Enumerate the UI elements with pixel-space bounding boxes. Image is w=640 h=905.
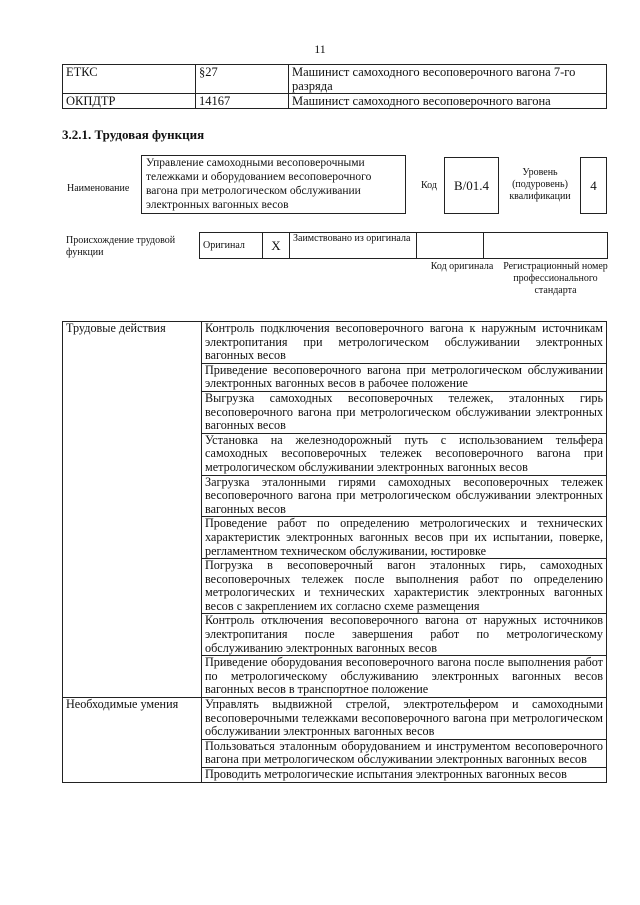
code-orig-label: Код оригинала [430, 261, 494, 272]
function-name: Управление самоходными весоповерочными тележками и оборудованием весоповерочного вагона при метрологическом обслуживании электронных вагонных весов [141, 155, 406, 214]
name-label: Наименование [67, 183, 130, 194]
function-code: B/01.4 [444, 157, 499, 214]
table-row [200, 233, 608, 259]
table-row [63, 698, 607, 740]
level-label: Уровень (подуровень) квалификации [509, 167, 571, 202]
code-orig-cell [417, 233, 484, 259]
reg-number-label: Регистрационный номер профессионального стандарта [503, 261, 608, 296]
list-item: Управлять выдвижной стрелой, электротельфером и самоходными весоповерочными тележками весоповерочного вагона при метрологическом обслуживании электронных вагонных весов [202, 698, 607, 740]
section-title: 3.2.1. Трудовая функция [62, 127, 205, 142]
classification-table [62, 64, 607, 109]
borrowed-label: Заимствовано из оригинала [290, 233, 417, 259]
list-item: Проводить метрологические испытания электронных вагонных весов [202, 768, 607, 783]
origin-label: Происхождение трудовой функции [66, 235, 176, 258]
list-item: Контроль подключения весоповерочного вагона к наружным источникам электропитания при метрологическом обслуживании электронных вагонных весов [202, 322, 607, 364]
classifier-number: §27 [196, 65, 289, 94]
list-item: Загрузка эталонными гирями самоходных весоповерочных тележек весоповерочного вагона при метрологическом обслуживании электронных вагонных весов [202, 475, 607, 517]
labor-function-table [62, 321, 607, 783]
reg-number-cell [484, 233, 608, 259]
list-item: Контроль отключения весоповерочного вагона от наружных источников электропитания после завершения работ по метрологическому обслуживанию электронных вагонных весов [202, 614, 607, 656]
section-heading: Необходимые умения [63, 698, 202, 783]
classifier-title: Машинист самоходного весоповерочного вагона [289, 94, 607, 109]
list-item: Пользоваться эталонным оборудованием и инструментом весоповерочного вагона при метрологическом обслуживании электронных вагонных весов [202, 739, 607, 767]
list-item: Приведение весоповерочного вагона при метрологическом обслуживании электронных вагонных весов в рабочее положение [202, 363, 607, 391]
list-item: Проведение работ по определению метрологических и технических характеристик электронных вагонных весов при их испытании, поверке, регламентном техническом обслуживании, юстировке [202, 517, 607, 559]
table-row [63, 94, 607, 109]
list-item: Выгрузка самоходных весоповерочных тележек, эталонных гирь весоповерочного вагона при метрологическом обслуживании электронных вагонных весов [202, 391, 607, 433]
table-row [63, 65, 607, 94]
list-item: Погрузка в весоповерочный вагон эталонных гирь, самоходных весоповерочных тележек после выполнения работ по определению метрологических и технических характеристик электронных вагонных весов с закреплением их согласно схеме размещения [202, 559, 607, 614]
list-item: Приведение оборудования весоповерочного вагона после выполнения работ по метрологическому обслуживанию электронных вагонных весов вагонных весов в транспортное положение [202, 656, 607, 698]
classifier-code: ЕТКС [63, 65, 196, 94]
table-row [63, 322, 607, 364]
page-number: 11 [314, 42, 326, 56]
code-label: Код [421, 180, 437, 191]
list-item: Установка на железнодорожный путь с использованием тельфера самоходных весоповерочных тележек весоповерочного вагона при метрологическом обслуживании электронных вагонных весов [202, 433, 607, 475]
classifier-code: ОКПДТР [63, 94, 196, 109]
level-value: 4 [580, 157, 607, 214]
original-label: Оригинал [200, 233, 263, 259]
classifier-title: Машинист самоходного весоповерочного вагона 7-го разряда [289, 65, 607, 94]
original-mark: X [263, 233, 290, 259]
section-heading: Трудовые действия [63, 322, 202, 698]
origin-table [199, 232, 608, 259]
classifier-number: 14167 [196, 94, 289, 109]
